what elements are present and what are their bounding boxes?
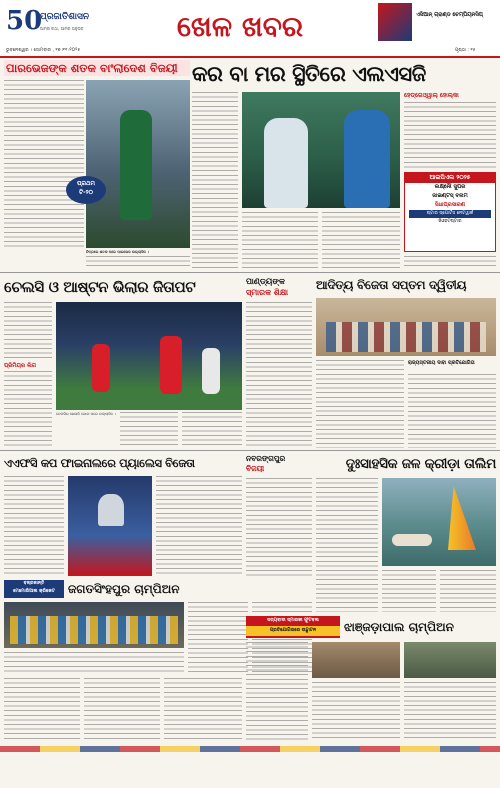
story8-col3 — [440, 570, 496, 612]
ipl-info-line3: ସିଧାପ୍ରସାରଣ — [434, 202, 465, 208]
logo-label: ପ୍ରଜାତିଶାସନ — [40, 12, 90, 22]
page-number: ପୃଷ୍ଠା : ୧୫ — [455, 48, 476, 53]
story10-photo-2 — [404, 642, 496, 678]
story3-caption: ଚେଲସିର ଖେଳାଳି ଗୋଲ ପରେ ଉଲ୍ଲାସିତ । — [56, 412, 116, 416]
story2-side-text — [404, 102, 496, 168]
story1-caption-text — [86, 256, 190, 270]
ipl-info-box — [404, 172, 496, 252]
story2-headline: କର ବା ମର ସ୍ଥିତିରେ ଏଲଏସଜି — [192, 62, 426, 86]
story1-body-text — [4, 80, 84, 250]
boat-shape — [392, 534, 432, 546]
story2-col1 — [192, 92, 238, 270]
newspaper-logo — [6, 6, 96, 40]
story10-photo-1 — [312, 642, 400, 678]
story9-tag — [4, 580, 64, 598]
bottom-col-a — [4, 678, 80, 740]
story5-box-title: ରାଜ୍ୟସ୍ତରୀୟ ଦାବା ପ୍ରତିଯୋଗିତା — [408, 360, 475, 366]
story9-tag-line2: ମେମୋରିଆଲ କ୍ରିକେଟ — [13, 589, 55, 594]
footballer1-figure — [92, 344, 110, 392]
trophy-shape — [98, 494, 124, 526]
story1-caption: ଚିତ୍ରରେ ଶତକ ପରେ ପାରଭେଜ ଉଲ୍ଲାସିତ । — [86, 250, 149, 254]
story3-headline: ଚେଲସି ଓ ଆଷ୍ଟନ ଭିଲାର ଜିତାପଟ — [4, 278, 196, 296]
story10-col1 — [246, 642, 308, 740]
masthead-rule — [0, 56, 500, 58]
story10-tag-line2: ପ୍ରତିଯୋଗିତାରେ ଉଦ୍ଘାଟନ — [246, 626, 340, 636]
story3-photo — [56, 302, 242, 410]
ipl-info-line2: ଜାଇଣ୍ଟସ୍ ବନାମ — [432, 193, 468, 199]
story1-badge — [66, 176, 106, 204]
story2-side-text2 — [404, 256, 496, 270]
story2-photo — [242, 92, 400, 208]
section-title: ଖେଳ ଖବର — [176, 10, 304, 43]
story9-photo — [4, 602, 184, 648]
story-aditya — [316, 276, 496, 448]
batsman-figure — [120, 110, 152, 220]
footballer2-figure — [160, 336, 182, 394]
story4-headline-2: ସ୍ମାରକ ଶିକ୍ଷା — [246, 288, 289, 297]
story5-col1 — [316, 360, 404, 448]
story3-subhead: ପ୍ରିମିୟର ଲିଗ — [4, 362, 52, 370]
story-pandya — [246, 276, 312, 448]
story-parvez — [4, 60, 190, 270]
ipl-info-line1: ଲକ୍ଷ୍ନୌ ସୁପର — [434, 184, 466, 190]
story1-photo — [86, 80, 190, 248]
player1-figure — [264, 118, 308, 208]
story6-col1 — [4, 476, 64, 576]
footballer3-figure — [202, 348, 220, 394]
dateline: ଭୁବନେଶ୍ୱର । ସୋମବାର , ୧୭।୧୧।୨୦୨୫ — [6, 48, 81, 53]
story6-col2 — [156, 476, 242, 576]
ipl-info-title: ଆଇପିଏଲ ୨୦୨୫ — [405, 173, 495, 183]
story-lsg — [192, 60, 496, 270]
story-watersports — [316, 454, 496, 612]
story8-col2 — [382, 570, 436, 612]
sail-shape — [448, 486, 476, 550]
story4-headline-1: ପାଣ୍ଡ୍ୟଙ୍କ — [246, 277, 285, 286]
story10-tag-line1: ସତ୍ୟବାଦୀ ସ୍ମାରକୀ ଫୁଟବଲ — [267, 618, 319, 623]
story2-col3 — [322, 212, 400, 270]
story6-headline: ଏଏଫସି କପ ଫାଇନାଲରେ ପ୍ୟାଲେସ ବିଜେତା — [4, 456, 195, 470]
story7-body-text — [246, 478, 312, 576]
promo-text: ଏସିଆନ୍ ଗ୍ରାଣ୍ଡ ଚେମ୍ପିୟନସିପ୍ — [416, 12, 483, 18]
story2-col2 — [242, 212, 318, 270]
story5-col2 — [408, 374, 496, 448]
story8-headline: ଦୁଃସାହସିକ ଜଳ କ୍ରୀଡ଼ା ତାଲିମ — [345, 456, 496, 472]
story9-caption-text — [4, 652, 184, 674]
story9-tag-line1: ବଜ୍ରକାନ୍ତି — [23, 581, 45, 586]
bottom-col-b — [84, 678, 160, 740]
story6-photo — [68, 476, 152, 576]
masthead — [0, 0, 500, 58]
story9-col1 — [188, 602, 248, 674]
promo-photo — [378, 3, 412, 41]
story-palace — [4, 454, 242, 576]
story2-side-name: ହେଡ୍ଗେଓ୍ୱାଲ୍ ହୋଲ୍କା — [404, 92, 459, 99]
story7-headline-2: ବିଜୟୀ — [246, 464, 265, 473]
row-rule-2 — [0, 450, 500, 451]
story5-headline: ଆଦିତ୍ୟ ବିଜେତା ସପ୍ତମ ଦ୍ୱିତୀୟ — [316, 278, 467, 292]
story-chelsea — [4, 276, 242, 448]
story3-col1 — [4, 302, 52, 448]
badge-line2: ଟି-୨୦ — [79, 189, 93, 196]
team-row — [10, 616, 178, 644]
story9-headline: ଜଗତସିଂହପୁର ଚାମ୍ପିଅନ — [68, 582, 180, 596]
story3-col3 — [182, 412, 242, 448]
story7-headline-1: ନବରଙ୍ଗପୁର — [246, 454, 286, 463]
footer-strip — [0, 746, 500, 752]
bottom-col-c — [164, 678, 242, 740]
story10-tag — [246, 616, 340, 638]
player2-figure — [344, 110, 390, 208]
story10-col2 — [312, 682, 400, 740]
group-row — [326, 322, 486, 352]
story-jhanjarapal — [246, 616, 496, 740]
story10-headline: ଝାଞ୍ଜଡ଼ାପାଲ ଚାମ୍ପିଅନ — [344, 620, 454, 634]
row-rule-1 — [0, 272, 500, 273]
logo-subtitle: ଆମର କଥା, ଆମର ଅନୁଭବ — [40, 26, 84, 31]
story1-headline: ପାରଭେଜଙ୍କ ଶତକ ବାଂଲାଦେଶ ବିଜୟୀ — [4, 60, 190, 76]
story3-col2 — [120, 412, 178, 448]
story4-body-text — [246, 302, 312, 448]
ipl-info-line4: ଷ୍ଟାର ସ୍ପୋର୍ଟସ ନେଟୱାର୍କ — [409, 210, 491, 218]
story8-photo — [382, 478, 496, 566]
story10-col3 — [404, 682, 496, 740]
badge-line1: ପ୍ରଥମ — [76, 180, 95, 187]
story8-col1 — [316, 478, 378, 612]
story5-photo — [316, 298, 496, 356]
ipl-info-line5: ଜିଓହଟଷ୍ଟାର — [438, 219, 462, 224]
logo-number: 50 — [6, 6, 43, 36]
